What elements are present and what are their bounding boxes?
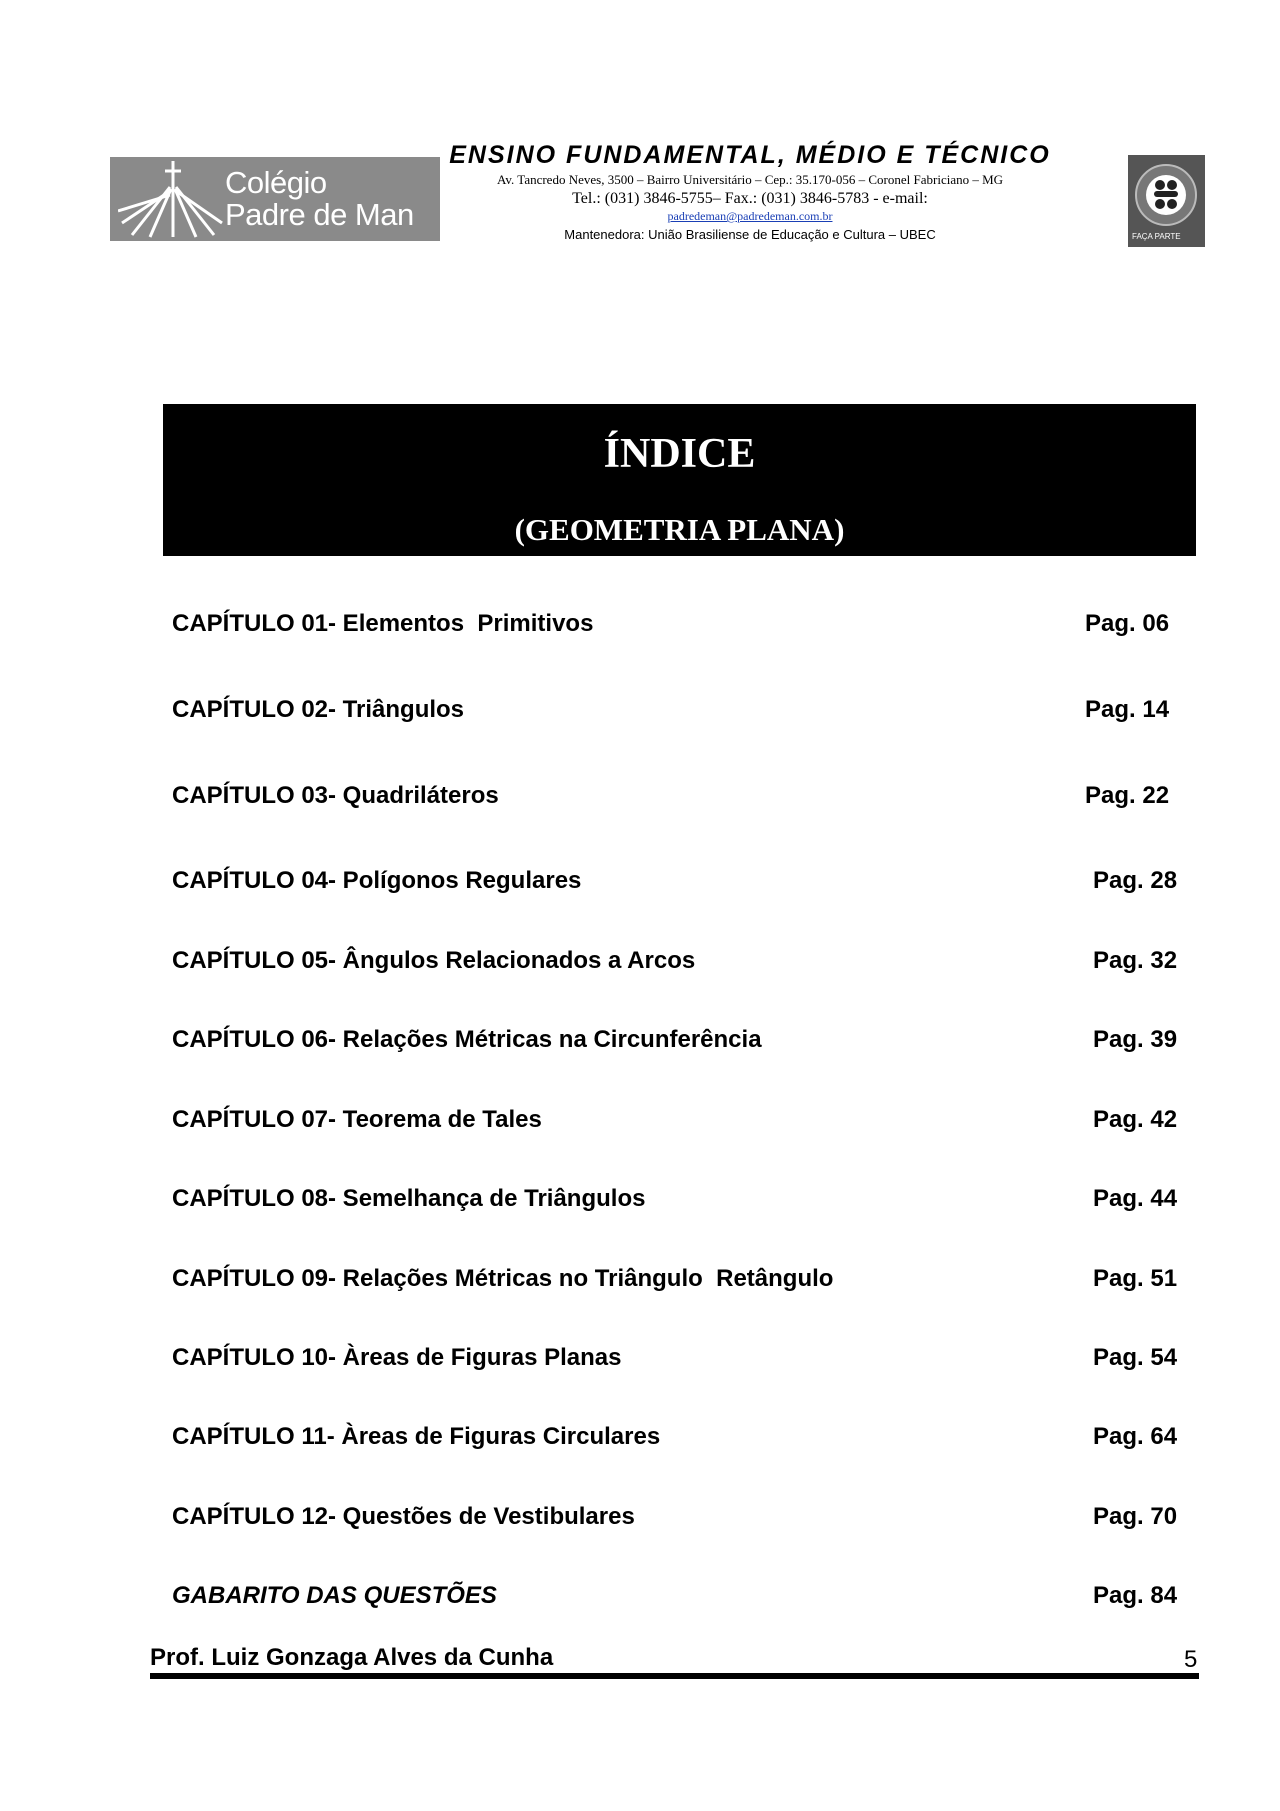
logo-right-text: FAÇA PARTE <box>1132 232 1181 241</box>
toc-label: CAPÍTULO 08- Semelhança de Triângulos <box>172 1185 646 1212</box>
escola-solidaria-logo <box>1128 155 1205 247</box>
toc-label: CAPÍTULO 05- Ângulos Relacionados a Arcos <box>172 947 696 974</box>
toc-label: CAPÍTULO 10- Àreas de Figuras Planas <box>172 1344 622 1371</box>
toc-label: CAPÍTULO 02- Triângulos <box>172 696 465 723</box>
logo-line-2: Padre de Man <box>225 197 414 232</box>
toc-label: CAPÍTULO 07- Teorema de Tales <box>172 1106 542 1133</box>
toc-label: CAPÍTULO 01- Elementos Primitivos <box>172 610 594 637</box>
toc-page: Pag. 06 <box>1085 610 1170 637</box>
toc-row <box>172 947 1182 981</box>
toc-page: Pag. 32 <box>1093 947 1178 974</box>
logo-line-1: Colégio <box>225 165 327 200</box>
toc-row <box>172 1265 1182 1299</box>
cross-rays-icon <box>118 157 223 241</box>
toc-page: Pag. 84 <box>1093 1582 1178 1609</box>
toc-row <box>172 782 1182 816</box>
toc-row-answer-key <box>172 1582 1182 1616</box>
toc-row <box>172 610 1182 644</box>
toc-label: CAPÍTULO 06- Relações Métricas na Circunferência <box>172 1026 762 1053</box>
toc-row <box>172 1026 1182 1060</box>
letterhead-phone: Tel.: (031) 3846-5755– Fax.: (031) 3846-5783 - e-mail: <box>572 190 928 207</box>
toc-page: Pag. 28 <box>1093 867 1178 894</box>
footer-author: Prof. Luiz Gonzaga Alves da Cunha <box>150 1644 554 1671</box>
toc-row <box>172 1503 1182 1537</box>
toc-label: CAPÍTULO 12- Questões de Vestibulares <box>172 1503 635 1530</box>
toc-page: Pag. 14 <box>1085 696 1170 723</box>
toc-row <box>172 867 1182 901</box>
toc-page: Pag. 42 <box>1093 1106 1178 1133</box>
letterhead-address: Av. Tancredo Neves, 3500 – Bairro Universitário – Cep.: 35.170-056 – Coronel Fabriciano – MG <box>496 172 1004 187</box>
toc-row <box>172 1185 1182 1219</box>
toc-page: Pag. 44 <box>1093 1185 1178 1212</box>
logo-wordmark <box>225 167 414 231</box>
school-logo <box>110 157 440 241</box>
toc-label: CAPÍTULO 03- Quadriláteros <box>172 782 499 809</box>
letterhead-mantenedora: Mantenedora: União Brasiliense de Educação e Cultura – UBEC <box>564 227 936 242</box>
footer-rule <box>150 1673 1199 1679</box>
toc-row <box>172 1106 1182 1140</box>
index-title-box <box>163 404 1196 556</box>
letterhead-email-link[interactable]: padredeman@padredeman.com.br <box>667 209 833 223</box>
index-subtitle: (GEOMETRIA PLANA) <box>514 512 845 547</box>
toc-page: Pag. 70 <box>1093 1503 1178 1530</box>
toc-page: Pag. 54 <box>1093 1344 1178 1371</box>
toc-page: Pag. 64 <box>1093 1423 1178 1450</box>
footer-page-number: 5 <box>1184 1646 1198 1673</box>
toc-page: Pag. 51 <box>1093 1265 1178 1292</box>
toc-row <box>172 1344 1182 1378</box>
toc-label: CAPÍTULO 04- Polígonos Regulares <box>172 867 582 894</box>
index-title: ÍNDICE <box>603 431 756 477</box>
toc-label: CAPÍTULO 11- Àreas de Figuras Circulares <box>172 1423 661 1450</box>
letterhead-title: ENSINO FUNDAMENTAL, MÉDIO E TÉCNICO <box>449 141 1051 169</box>
toc-label: GABARITO DAS QUESTÕES <box>172 1582 497 1609</box>
letterhead <box>440 140 1060 246</box>
toc-row <box>172 1423 1182 1457</box>
toc-page: Pag. 39 <box>1093 1026 1178 1053</box>
toc-row <box>172 696 1182 730</box>
toc-label: CAPÍTULO 09- Relações Métricas no Triângulo Retângulo <box>172 1265 834 1292</box>
toc-page: Pag. 22 <box>1085 782 1170 809</box>
